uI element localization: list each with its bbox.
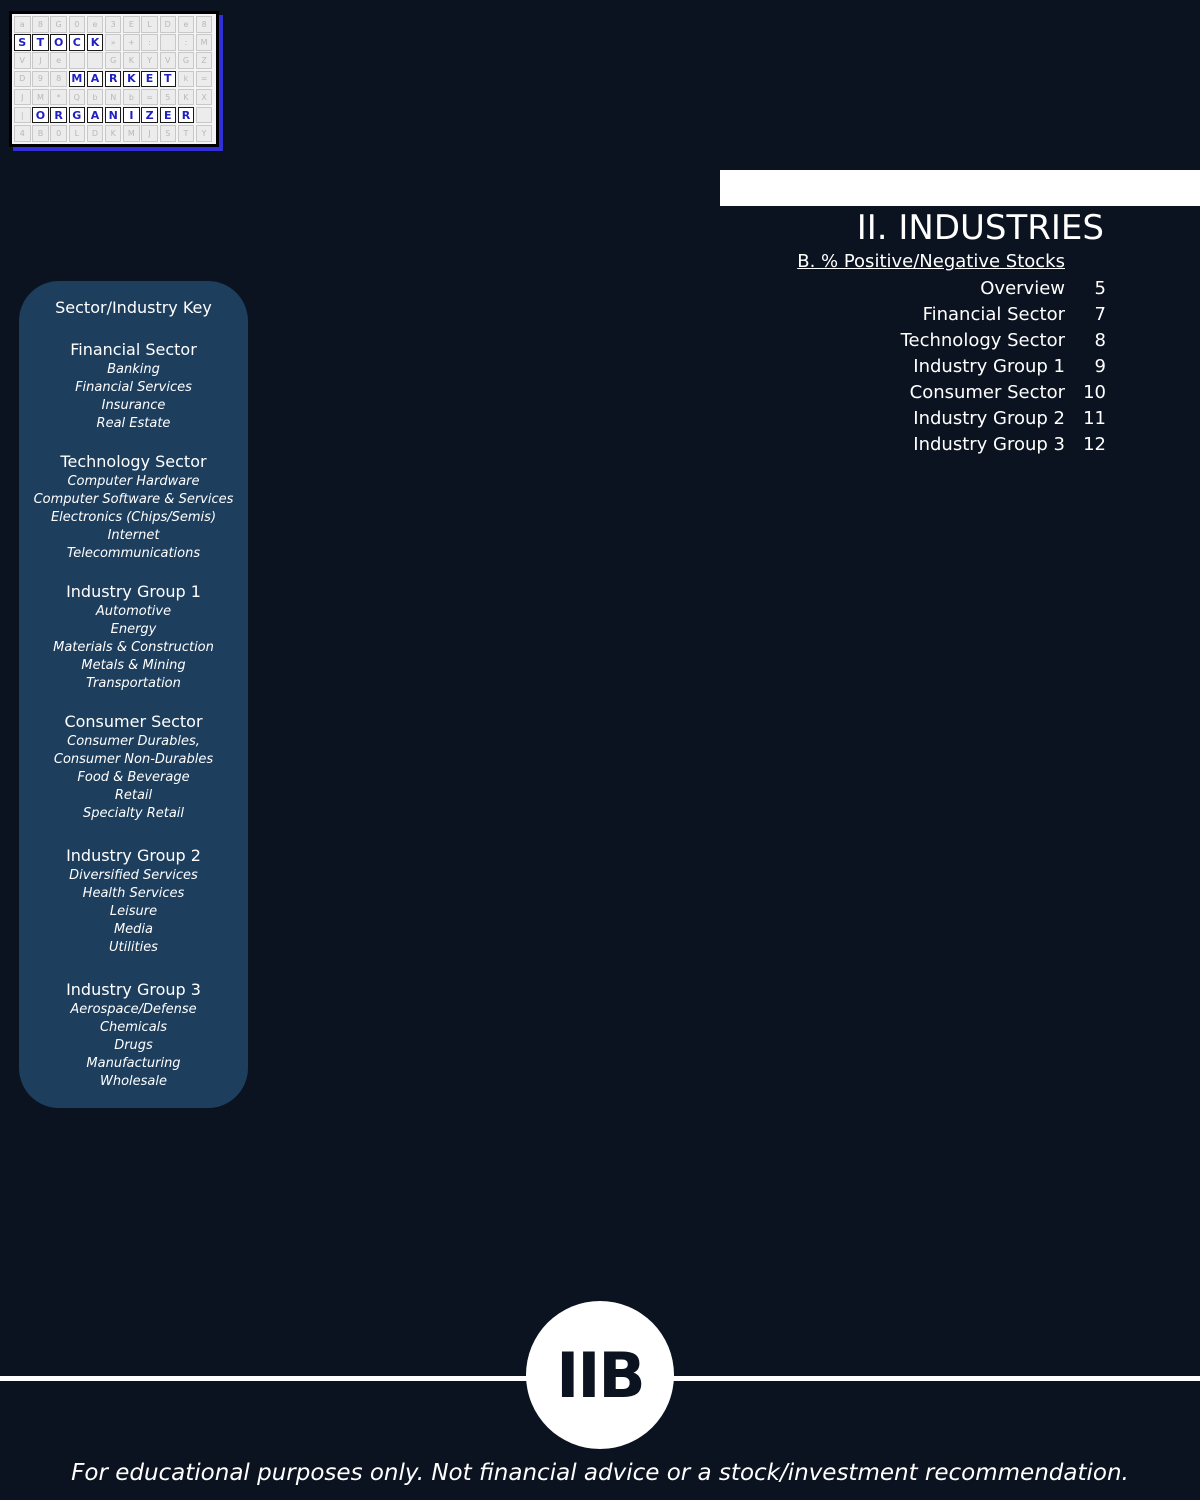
logo-cell: A	[87, 107, 104, 124]
key-item: Energy	[110, 622, 157, 637]
key-item: Computer Software & Services	[33, 492, 234, 507]
key-item: Internet	[107, 528, 160, 543]
disclaimer: For educational purposes only. Not financial advice or a stock/investment recommendation.	[71, 1460, 1129, 1486]
toc-row	[800, 432, 1110, 458]
key-item: Utilities	[109, 940, 158, 955]
toc-row	[800, 380, 1110, 406]
logo-cell: N	[105, 107, 122, 124]
logo-cell: *	[50, 89, 67, 106]
logo-cell: k	[178, 71, 195, 88]
logo-cell: G	[50, 16, 67, 33]
logo-cell: R	[178, 107, 195, 124]
key-item: Food & Beverage	[77, 770, 190, 785]
logo-cell: 0	[69, 16, 86, 33]
toc-row	[800, 328, 1110, 354]
key-title: Sector/Industry Key	[55, 298, 212, 317]
sector-industry-key-panel	[19, 281, 248, 1108]
logo-cell: 5	[160, 89, 177, 106]
key-item: Automotive	[95, 604, 172, 619]
key-group-name: Industry Group 3	[66, 980, 201, 999]
key-group-name: Industry Group 2	[66, 846, 201, 865]
logo-cell: J	[14, 89, 31, 106]
logo-cell: 8	[50, 71, 67, 88]
toc-row	[800, 406, 1110, 432]
key-item: Retail	[114, 788, 153, 803]
logo-cell: +	[123, 34, 140, 51]
logo-cell: Z	[141, 107, 158, 124]
logo-cell: M	[123, 125, 140, 142]
logo-cell	[69, 52, 86, 69]
logo-cell: 9	[32, 71, 49, 88]
logo-cell: |	[14, 107, 31, 124]
key-item: Aerospace/Defense	[70, 1002, 197, 1017]
logo-cell: =	[141, 89, 158, 106]
logo-cell: b	[123, 89, 140, 106]
key-item: Financial Services	[75, 380, 192, 395]
logo-cell: T	[178, 125, 195, 142]
title-bar	[720, 170, 1200, 206]
logo-cell: e	[87, 16, 104, 33]
logo-cell: L	[69, 125, 86, 142]
logo-cell	[160, 34, 177, 51]
logo-cell: 8	[196, 16, 213, 33]
key-item: Metals & Mining	[81, 658, 186, 673]
logo-cell: S	[160, 125, 177, 142]
toc-label: Technology Sector	[900, 330, 1065, 351]
logo-cell: S	[14, 34, 31, 51]
key-item: Chemicals	[99, 1020, 168, 1035]
key-item: Specialty Retail	[82, 806, 185, 821]
key-group-name: Financial Sector	[70, 340, 197, 359]
stock-market-organizer-logo	[9, 11, 219, 147]
toc-page-number: 11	[1083, 408, 1106, 429]
logo-cell: C	[69, 34, 86, 51]
toc-page-number: 8	[1094, 330, 1106, 351]
logo-cell: Y	[141, 52, 158, 69]
logo-cell: O	[50, 34, 67, 51]
key-item: Computer Hardware	[67, 474, 200, 489]
key-item: Leisure	[109, 904, 158, 919]
key-group-consumer	[19, 712, 248, 823]
logo-cell: :	[141, 34, 158, 51]
toc-label: Financial Sector	[922, 304, 1065, 325]
logo-cell: a	[14, 16, 31, 33]
page-title: II. INDUSTRIES	[856, 208, 1104, 248]
logo-cell: Z	[196, 52, 213, 69]
key-group-name: Technology Sector	[60, 452, 207, 471]
logo-cell: E	[160, 107, 177, 124]
logo-cell: 0	[50, 125, 67, 142]
key-item: Manufacturing	[86, 1056, 181, 1071]
logo-cell: K	[178, 89, 195, 106]
logo-cell: »	[105, 34, 122, 51]
logo-cell: M	[196, 34, 213, 51]
toc-label: Overview	[980, 278, 1065, 299]
logo-cell: A	[87, 71, 104, 88]
logo-cell: E	[123, 16, 140, 33]
logo-cell: M	[69, 71, 86, 88]
logo-cell: B	[32, 125, 49, 142]
logo-cell: =	[196, 71, 213, 88]
logo-cell: G	[69, 107, 86, 124]
logo-cell: K	[105, 125, 122, 142]
logo-cell: M	[32, 89, 49, 106]
key-group-industry-3	[19, 980, 248, 1091]
key-item: Telecommunications	[66, 546, 201, 561]
logo-cell: J	[141, 125, 158, 142]
toc-label: Industry Group 3	[913, 434, 1065, 455]
key-group-name: Consumer Sector	[64, 712, 203, 731]
logo-cell: T	[32, 34, 49, 51]
key-group-industry-1	[19, 582, 248, 693]
logo-cell: X	[196, 89, 213, 106]
logo-cell: R	[50, 107, 67, 124]
key-item: Diversified Services	[69, 868, 198, 883]
toc-row	[800, 354, 1110, 380]
logo-cell: O	[32, 107, 49, 124]
logo-cell: E	[141, 71, 158, 88]
key-item: Media	[113, 922, 154, 937]
logo-cell	[87, 52, 104, 69]
logo-cell: e	[178, 16, 195, 33]
logo-cell: R	[105, 71, 122, 88]
section-badge-label: IIB	[556, 1338, 644, 1412]
section-badge	[526, 1301, 674, 1449]
toc-row	[800, 276, 1110, 302]
logo-cell: G	[178, 52, 195, 69]
logo-cell: D	[160, 16, 177, 33]
toc-page-number: 7	[1094, 304, 1106, 325]
key-item: Transportation	[86, 676, 181, 691]
toc-page-number: 5	[1094, 278, 1106, 299]
logo-cell: J	[32, 52, 49, 69]
key-group-name: Industry Group 1	[66, 582, 201, 601]
key-item: Drugs	[114, 1038, 153, 1053]
logo-cell: 8	[32, 16, 49, 33]
key-item: Banking	[107, 362, 160, 377]
key-group-industry-2	[19, 846, 248, 957]
key-group-financial	[19, 340, 248, 433]
logo-cell: D	[87, 125, 104, 142]
logo-cell: I	[123, 107, 140, 124]
logo-cell: Q	[69, 89, 86, 106]
logo-cell: K	[123, 71, 140, 88]
key-item: Materials & Construction	[53, 640, 214, 655]
key-item: Real Estate	[96, 416, 171, 431]
logo-cell: K	[123, 52, 140, 69]
key-item: Consumer Durables,	[67, 734, 200, 749]
key-item: Health Services	[82, 886, 185, 901]
logo-cell: V	[14, 52, 31, 69]
logo-cell: :	[178, 34, 195, 51]
logo-cell	[196, 107, 213, 124]
toc-page-number: 10	[1083, 382, 1106, 403]
key-item: Wholesale	[99, 1074, 167, 1089]
logo-cell: N	[105, 89, 122, 106]
key-group-technology	[19, 452, 248, 563]
logo-letter-grid	[14, 16, 212, 142]
logo-cell: Y	[196, 125, 213, 142]
logo-cell: G	[105, 52, 122, 69]
logo-cell: 4	[14, 125, 31, 142]
logo-cell: K	[87, 34, 104, 51]
toc-label: Industry Group 2	[913, 408, 1065, 429]
toc-page-number: 9	[1094, 356, 1106, 377]
logo-cell: 3	[105, 16, 122, 33]
logo-cell: L	[141, 16, 158, 33]
toc-label: Consumer Sector	[909, 382, 1065, 403]
table-of-contents	[800, 276, 1110, 458]
key-item: Insurance	[101, 398, 166, 413]
toc-page-number: 12	[1083, 434, 1106, 455]
logo-cell: D	[14, 71, 31, 88]
subsection-title: B. % Positive/Negative Stocks	[797, 251, 1065, 272]
logo-cell: e	[50, 52, 67, 69]
logo-cell: b	[87, 89, 104, 106]
key-item: Electronics (Chips/Semis)	[50, 510, 217, 525]
logo-cell: T	[160, 71, 177, 88]
toc-row	[800, 302, 1110, 328]
key-item: Consumer Non-Durables	[53, 752, 214, 767]
logo-cell: V	[160, 52, 177, 69]
toc-label: Industry Group 1	[913, 356, 1065, 377]
